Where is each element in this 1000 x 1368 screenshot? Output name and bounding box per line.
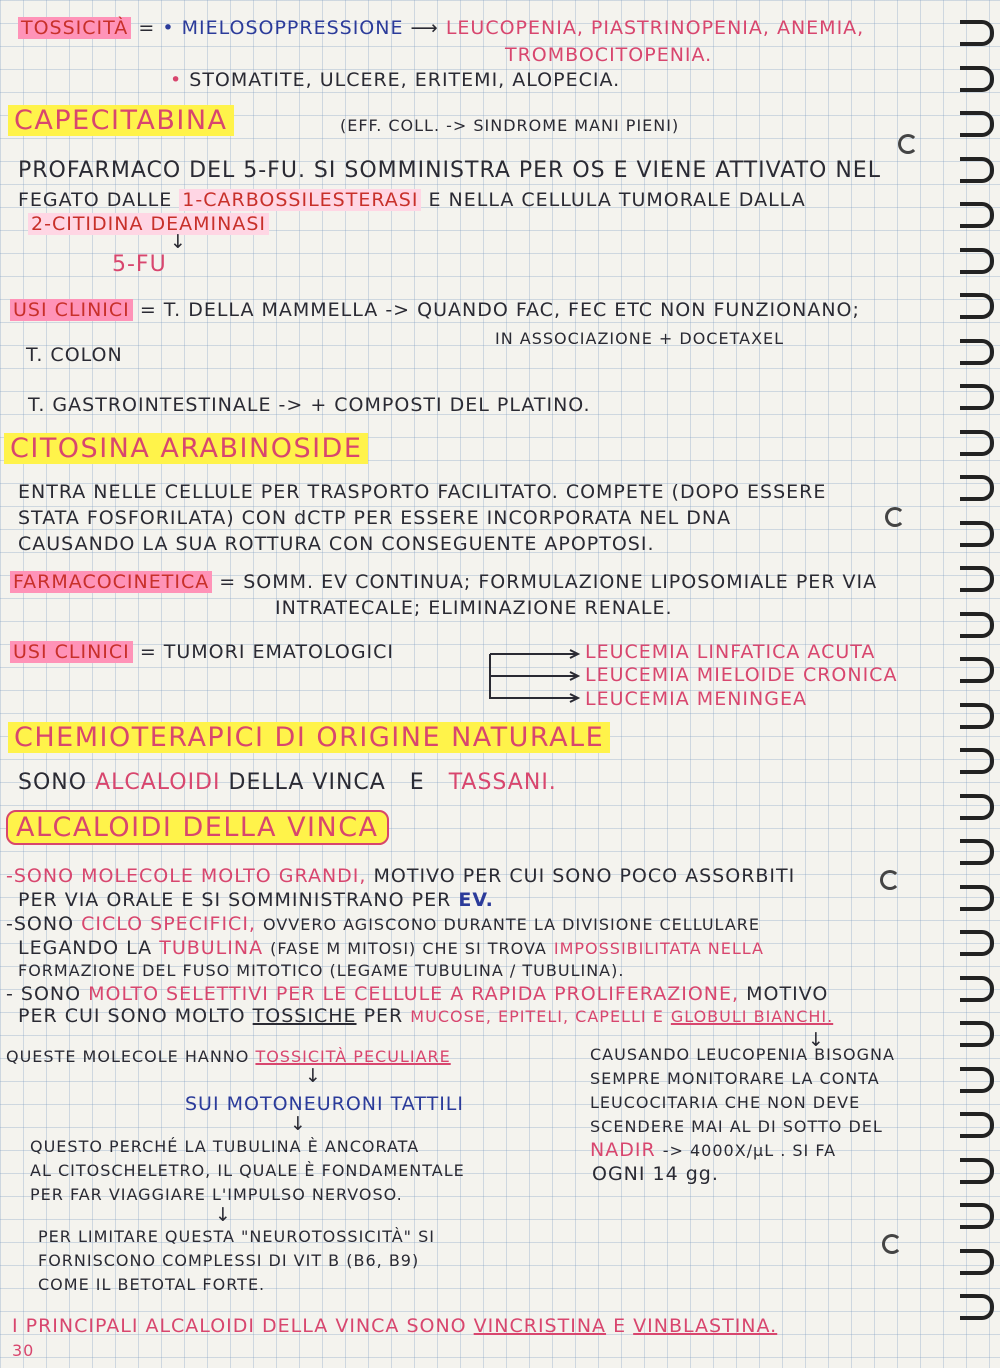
spiral-coil-icon [960,1203,994,1229]
text-fegato: FEGATO DALLE [18,189,173,211]
spiral-coil-icon [960,521,994,547]
equals-sign: = [138,17,156,39]
text-e: E [409,770,425,795]
effects-text-2: TROMBOCITOPENIA. [505,44,713,66]
spiral-coil-icon [960,384,994,410]
spiral-coil-icon [960,1294,994,1320]
equals-sign: = [219,571,237,593]
capecitabina-note: (EFF. COLL. -> SINDROME MANI PIENI) [340,116,680,135]
alcaloidi-section [6,812,389,843]
text-principali: I PRINCIPALI ALCALOIDI DELLA VINCA SONO [12,1315,467,1337]
tossicita-bullet-2 [170,70,620,92]
spiral-coil-icon [960,202,994,228]
leucemia-3: LEUCEMIA MENINGEA [585,688,807,710]
alcaloidi-bullet-1 [6,866,795,888]
tox-right-5 [590,1140,836,1162]
citosina-section [4,433,368,464]
text-carbossilesterasi: 1-CARBOSSILESTERASI [179,189,421,211]
citosina-line-2: STATA FOSFORILATA) CON dCTP PER ESSERE INCORPORATA NEL DNA [18,507,732,529]
tox-right-3: LEUCOCITARIA CHE NON DEVE [590,1093,861,1112]
binder-hole-icon [885,507,905,527]
spiral-coil-icon [960,657,994,683]
spiral-coil-icon [960,566,994,592]
binder-hole-icon [882,1234,902,1254]
text-5fu: 5-FU [112,252,167,277]
spiral-coil-icon [960,339,994,365]
spiral-coil-icon [960,1021,994,1047]
text-e: E [613,1315,627,1337]
alcaloidi-bullet-2 [6,914,760,936]
tox-line-2 [185,1094,464,1116]
spiral-coil-icon [960,66,994,92]
effects-text: LEUCOPENIA, PIASTRINOPENIA, ANEMIA, [445,17,865,39]
tox-line-3: QUESTO PERCHÉ LA TUBULINA È ANCORATA [30,1137,420,1156]
chemio-line [18,770,557,795]
text-selettivi: MOLTO SELETTIVI PER LE CELLULE A RAPIDA PROLIFERAZIONE, [88,983,740,1005]
text-tassani: TASSANI. [448,770,557,795]
page-number: 30 [12,1341,35,1360]
branch-arrows-icon [490,650,580,710]
alcaloidi-bullet-3b [18,1006,833,1028]
spiral-coil-icon [960,157,994,183]
spiral-coil-icon [960,1249,994,1275]
spiral-coil-icon [960,430,994,456]
chemio-title: CHEMIOTERAPICI DI ORIGINE NATURALE [8,722,610,753]
alcaloidi-bullet-3 [6,984,828,1006]
text-motoneuroni: SUI MOTONEURONI TATTILI [185,1093,464,1115]
equals-sign: = [139,299,157,321]
text-sono: SONO [18,770,88,795]
usi-mammella: T. DELLA MAMMELLA -> QUANDO FAC, FEC ETC NON FUNZIONANO; [163,299,860,321]
capecitabina-line-2 [18,190,806,212]
usi-clinici-1 [10,300,860,322]
spiral-coil-icon [960,1067,994,1093]
down-arrow-icon: ↓ [170,231,187,253]
text-motivo: MOTIVO PER CUI SONO POCO ASSORBITI [373,865,796,887]
bullet-2-text: STOMATITE, ULCERE, ERITEMI, ALOPECIA. [189,69,621,91]
text-tubulina: TUBULINA [159,937,264,959]
chemio-section [8,722,610,753]
text-deaminasi: 2-CITIDINA DEAMINASI [28,213,269,235]
spiral-coil-icon [960,885,994,911]
alcaloidi-bullet-2b [18,938,764,960]
tox-line-1 [6,1048,451,1066]
text-alcaloidi: ALCALOIDI [95,770,221,795]
citosina-title: CITOSINA ARABINOSIDE [4,433,368,464]
spiral-coil-icon [960,248,994,274]
capecitabina-line-1: PROFARMACO DEL 5-FU. SI SOMMINISTRA PER OS E VIENE ATTIVATO NEL [18,158,881,183]
spiral-coil-icon [960,839,994,865]
bullet-dot: • [162,17,175,39]
farmacocinetica-text-2: INTRATECALE; ELIMINAZIONE RENALE. [275,597,673,619]
citosina-line-1: ENTRA NELLE CELLULE PER TRASPORTO FACILITATO. COMPETE (DOPO ESSERE [18,481,827,503]
leucemia-1: LEUCEMIA LINFATICA ACUTA [585,641,876,663]
spiral-coil-icon [960,20,994,46]
usi-colon: T. COLON [26,344,123,366]
spiral-coil-icon [960,794,994,820]
text-ovvero: OVVERO AGISCONO DURANTE LA DIVISIONE CELLULARE [263,915,760,934]
binder-hole-icon [898,134,918,154]
tox-line-5: PER FAR VIAGGIARE L'IMPULSO NERVOSO. [30,1185,403,1204]
capecitabina-title: CAPECITABINA [8,105,234,136]
spiral-coil-icon [960,703,994,729]
text-molecole: -SONO MOLECOLE MOLTO GRANDI, [6,865,367,887]
usi-clinici-2 [10,642,394,664]
farmacocinetica-label: FARMACOCINETICA [10,571,212,593]
text-per: PER [363,1005,404,1027]
text-legando: LEGANDO LA [18,937,153,959]
usi-clinici-label: USI CLINICI [10,299,133,321]
tox-line-7: FORNISCONO COMPLESSI DI VIT B (B6, B9) [38,1251,420,1270]
down-arrow-icon: ↓ [215,1204,232,1226]
tox-right-6: OGNI 14 gg. [592,1163,719,1185]
usi-clinici-label: USI CLINICI [10,641,133,663]
equals-sign: = [139,641,157,663]
farmacocinetica-line [10,572,877,594]
down-arrow-icon: ↓ [305,1065,322,1087]
footer-line [12,1316,777,1338]
down-arrow-icon: ↓ [290,1113,307,1135]
spiral-coil-icon [960,1112,994,1138]
spiral-coil-icon [960,1158,994,1184]
capecitabina-line-3 [28,214,269,236]
usi-docetaxel: IN ASSOCIAZIONE + DOCETAXEL [495,329,785,348]
usi-gastro: T. GASTROINTESTINALE -> + COMPOSTI DEL PLATINO. [28,394,591,416]
text-globuli-bianchi: GLOBULI BIANCHI. [670,1007,834,1026]
text-tossiche: TOSSICHE [252,1005,357,1027]
text-tossicita-peculiare: TOSSICITÀ PECULIARE [255,1047,451,1066]
spiral-coil-icon [960,748,994,774]
text-4000: -> 4000X/μL . SI FA [662,1141,837,1160]
down-arrow-icon: ↓ [808,1029,825,1051]
text-fase-m: (FASE M MITOSI) CHE SI TROVA [270,939,547,958]
binder-hole-icon [880,870,900,890]
tossicita-line [18,18,864,40]
text-motivo: MOTIVO [746,983,829,1005]
text-sono: - SONO [6,983,82,1005]
text-impossibilitata: IMPOSSIBILITATA NELLA [553,939,764,958]
text-nadir: NADIR [590,1139,656,1161]
alcaloidi-bullet-1b [18,890,494,912]
spiral-coil-icon [960,475,994,501]
leucemia-2: LEUCEMIA MIELOIDE CRONICA [585,664,898,686]
alcaloidi-bullet-2c: FORMAZIONE DEL FUSO MITOTICO (LEGAME TUBULINA / TUBULINA). [18,961,625,980]
tox-right-1: CAUSANDO LEUCOPENIA BISOGNA [590,1045,895,1064]
text-della-vinca: DELLA VINCA [228,770,386,795]
tox-line-8: COME IL BETOTAL FORTE. [38,1275,266,1294]
spiral-coil-icon [960,612,994,638]
text-ev: EV. [458,889,494,911]
spiral-coil-icon [960,976,994,1002]
citosina-line-3: CAUSANDO LA SUA ROTTURA CON CONSEGUENTE APOPTOSI. [18,533,655,555]
tumori-ematologici: TUMORI EMATOLOGICI [163,641,395,663]
spiral-coil-icon [960,930,994,956]
spiral-coil-icon [960,293,994,319]
farmacocinetica-text: SOMM. EV CONTINUA; FORMULAZIONE LIPOSOMIALE PER VIA [243,571,878,593]
spiral-binding-icon [960,20,994,1360]
alcaloidi-title: ALCALOIDI DELLA VINCA [6,810,389,845]
text-molto: PER CUI SONO MOLTO [18,1005,246,1027]
mielo-text: MIELOSOPPRESSIONE [181,17,404,39]
tox-line-6: PER LIMITARE QUESTA "NEUROTOSSICITÀ" SI [38,1227,435,1246]
capecitabina-section [8,105,234,136]
tox-right-2: SEMPRE MONITORARE LA CONTA [590,1069,880,1088]
tossicita-label: TOSSICITÀ [18,17,131,39]
arrow-icon: ⟶ [410,17,439,39]
text-via-orale: PER VIA ORALE E SI SOMMINISTRANO PER [18,889,452,911]
tox-line-4: AL CITOSCHELETRO, IL QUALE È FONDAMENTALE [30,1161,465,1180]
text-queste-molecole: QUESTE MOLECOLE HANNO [6,1047,250,1066]
text-cellula: E NELLA CELLULA TUMORALE DALLA [428,189,806,211]
text-ciclo-specifici: CICLO SPECIFICI, [81,913,256,935]
spiral-coil-icon [960,111,994,137]
text-sono: -SONO [6,913,75,935]
text-mucose: MUCOSE, EPITELI, CAPELLI E [410,1007,664,1026]
text-vincristina: VINCRISTINA [473,1315,607,1337]
tox-right-4: SCENDERE MAI AL DI SOTTO DEL [590,1117,883,1136]
text-vinblastina: VINBLASTINA. [633,1315,778,1337]
bullet-dot: • [170,69,183,91]
